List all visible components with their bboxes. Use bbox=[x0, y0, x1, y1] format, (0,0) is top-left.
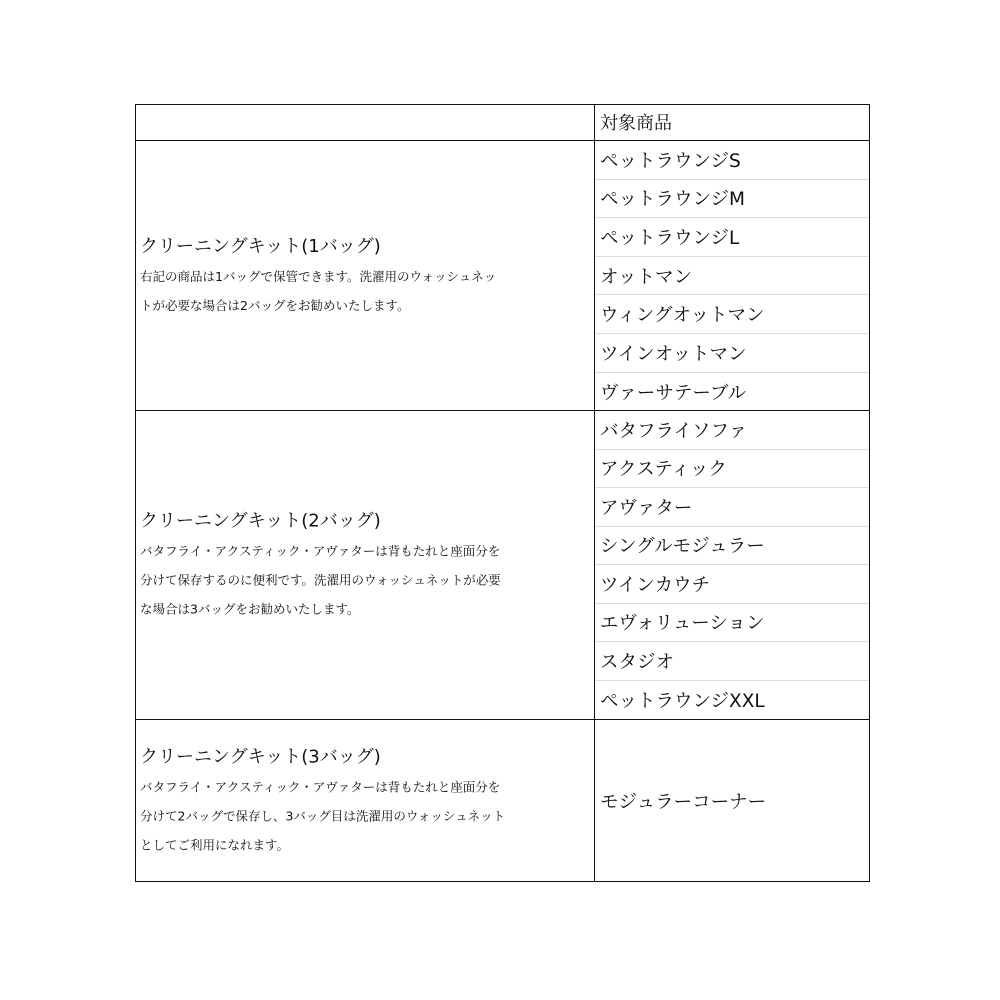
product-item: ペットラウンジL bbox=[595, 218, 869, 257]
product-item: アクスティック bbox=[595, 450, 869, 489]
product-item: シングルモジュラー bbox=[595, 527, 869, 566]
product-table bbox=[135, 104, 870, 882]
kit-title: クリーニングキット(2バッグ) bbox=[140, 510, 381, 532]
kit-description-line: 分けて2バッグで保存し、3バッグ目は洗濯用のウォッシュネット bbox=[140, 808, 506, 823]
group-2-bag bbox=[136, 411, 869, 719]
header-target-products: 対象商品 bbox=[600, 113, 672, 134]
product-item: バタフライソファ bbox=[595, 411, 869, 450]
product-item: モジュラーコーナー bbox=[600, 791, 767, 813]
product-item: オットマン bbox=[595, 257, 869, 296]
kit-description-line: バタフライ・アクスティック・アヴァターは背もたれと座面分を bbox=[140, 543, 501, 559]
kit-description-line: バタフライ・アクスティック・アヴァターは背もたれと座面分を bbox=[140, 779, 501, 794]
product-item: ペットラウンジXXL bbox=[600, 690, 765, 712]
kit-description-line: トが必要な場合は2バッグをお勧めいたします。 bbox=[140, 298, 410, 313]
product-item: ツインカウチ bbox=[595, 565, 869, 604]
product-item: ペットラウンジM bbox=[595, 180, 869, 219]
kit-title: クリーニングキット(3バッグ) bbox=[140, 746, 381, 767]
product-item: ペットラウンジS bbox=[595, 141, 869, 180]
kit-title: クリーニングキット(1バッグ) bbox=[140, 236, 381, 257]
product-item: ツインオットマン bbox=[595, 334, 869, 373]
kit-description-line: 分けて保存するのに便利です。洗濯用のウォッシュネットが必要 bbox=[140, 572, 501, 588]
kit-description-line: としてご利用になれます。 bbox=[140, 837, 290, 852]
product-item: スタジオ bbox=[595, 642, 869, 681]
group-1-bag bbox=[136, 141, 869, 411]
product-item: エヴォリューション bbox=[595, 604, 869, 643]
product-item: ウィングオットマン bbox=[595, 295, 869, 334]
kit-description-line: な場合は3バッグをお勧めいたします。 bbox=[140, 601, 360, 617]
group-3-bag bbox=[136, 720, 869, 881]
product-item: ヴァーサテーブル bbox=[600, 382, 747, 404]
product-item: アヴァター bbox=[595, 488, 869, 527]
kit-description-line: 右記の商品は1バッグで保管できます。洗濯用のウォッシュネッ bbox=[140, 269, 497, 284]
